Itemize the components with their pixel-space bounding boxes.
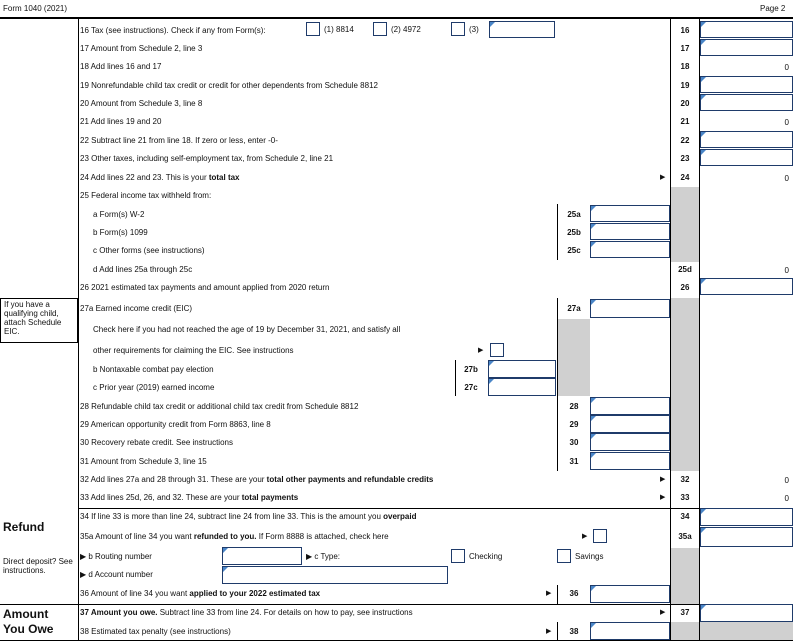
num-col-rule bbox=[670, 18, 671, 640]
form-3-input[interactable] bbox=[489, 21, 555, 38]
line-25d-label: d Add lines 25a through 25c bbox=[93, 265, 193, 274]
line-34-input[interactable] bbox=[700, 508, 793, 526]
line-32-label: 32 Add lines 27a and 28 through 31. These are your total other payments and refundable credits bbox=[80, 475, 434, 484]
line-19-input[interactable] bbox=[700, 76, 793, 93]
arrow-38-icon: ▶ bbox=[546, 628, 552, 635]
line-23-label: 23 Other taxes, including self-employment tax, from Schedule 2, line 21 bbox=[80, 154, 334, 163]
line-19-num: 19 bbox=[680, 81, 690, 90]
line-27a-label: 27a Earned income credit (EIC) bbox=[80, 304, 193, 313]
line-35a-input[interactable] bbox=[700, 527, 793, 547]
line-22-input[interactable] bbox=[700, 131, 793, 148]
line-17-num: 17 bbox=[680, 44, 690, 53]
line-38-input[interactable] bbox=[590, 622, 670, 640]
line-27-check-text-2: other requirements for claiming the EIC. See instructions bbox=[93, 346, 294, 355]
arrow-24-icon: ▶ bbox=[660, 174, 666, 181]
line-27-check-text-1: Check here if you had not reached the age of 19 by December 31, 2021, and satisfy all bbox=[93, 325, 401, 334]
line-23-input[interactable] bbox=[700, 149, 793, 166]
line-24-num: 24 bbox=[680, 173, 690, 182]
line-32-num: 32 bbox=[680, 475, 690, 484]
line-37-input[interactable] bbox=[700, 604, 793, 622]
line-28-input[interactable] bbox=[590, 397, 670, 415]
line-30-num: 30 bbox=[569, 438, 579, 447]
line-31-input[interactable] bbox=[590, 452, 670, 470]
account-number-label: ▶ d Account number bbox=[80, 570, 153, 579]
line-18-num: 18 bbox=[680, 62, 690, 71]
line-25a-input[interactable] bbox=[590, 205, 670, 222]
line-33-num: 33 bbox=[680, 493, 690, 502]
line-27c-label: c Prior year (2019) earned income bbox=[93, 383, 215, 392]
shade-27-inner bbox=[557, 319, 590, 396]
line-25d-num: 25d bbox=[678, 265, 692, 274]
line-19-label: 19 Nonrefundable child tax credit or credit for other dependents from Schedule 8812 bbox=[80, 81, 378, 90]
line-29-num: 29 bbox=[569, 420, 579, 429]
shade-25-col bbox=[670, 187, 699, 262]
line-27c-num: 27c bbox=[464, 383, 478, 392]
label-8814: (1) 8814 bbox=[324, 25, 354, 34]
line-27a-num: 27a bbox=[567, 304, 581, 313]
eic-note: If you have a qualifying child, attach Schedule EIC. bbox=[0, 298, 78, 343]
line-32-value: 0 bbox=[784, 476, 789, 485]
checkbox-4972[interactable] bbox=[373, 22, 387, 36]
arrow-36-icon: ▶ bbox=[546, 590, 552, 597]
refund-heading: Refund bbox=[3, 520, 45, 534]
header-rule bbox=[0, 17, 793, 19]
line-38-num: 38 bbox=[569, 627, 579, 636]
line-23-num: 23 bbox=[680, 154, 690, 163]
shade-27-col bbox=[670, 298, 699, 471]
line-18-value: 0 bbox=[784, 63, 789, 72]
line-31-label: 31 Amount from Schedule 3, line 15 bbox=[80, 457, 207, 466]
line-36-label: 36 Amount of line 34 you want applied to your 2022 estimated tax bbox=[80, 589, 321, 598]
checkbox-checking[interactable] bbox=[451, 549, 465, 563]
line-27c-input[interactable] bbox=[488, 378, 556, 396]
checkbox-3[interactable] bbox=[451, 22, 465, 36]
line-21-num: 21 bbox=[680, 117, 690, 126]
line-34-num: 34 bbox=[680, 512, 690, 521]
line-20-input[interactable] bbox=[700, 94, 793, 111]
arrow-35a-icon: ▶ bbox=[582, 533, 588, 540]
savings-label: Savings bbox=[575, 552, 604, 561]
page-number: Page 2 bbox=[760, 4, 786, 13]
line-21-label: 21 Add lines 19 and 20 bbox=[80, 117, 162, 126]
line-25d-value: 0 bbox=[784, 266, 789, 275]
rule-38 bbox=[557, 622, 558, 640]
line-25b-num: 25b bbox=[567, 228, 581, 237]
line-16-input[interactable] bbox=[700, 21, 793, 38]
line-25b-label: b Form(s) 1099 bbox=[93, 228, 148, 237]
left-rule bbox=[78, 18, 79, 640]
label-3: (3) bbox=[469, 25, 479, 34]
line-35a-label: 35a Amount of line 34 you want refunded to you. If Form 8888 is attached, check here bbox=[80, 532, 389, 541]
line-25c-num: 25c bbox=[567, 246, 581, 255]
direct-deposit-note: Direct deposit? See instructions. bbox=[3, 557, 73, 575]
rule-25-inner bbox=[557, 204, 558, 260]
line-25c-input[interactable] bbox=[590, 241, 670, 258]
line-27b-input[interactable] bbox=[488, 360, 556, 378]
line-36-input[interactable] bbox=[590, 585, 670, 603]
line-25a-num: 25a bbox=[567, 210, 581, 219]
line-21-value: 0 bbox=[784, 118, 789, 127]
shade-38 bbox=[670, 622, 793, 640]
line-17-input[interactable] bbox=[700, 39, 793, 56]
line-28-label: 28 Refundable child tax credit or additional child tax credit from Schedule 8812 bbox=[80, 402, 359, 411]
checkbox-8814[interactable] bbox=[306, 22, 320, 36]
line-27a-input[interactable] bbox=[590, 299, 670, 318]
line-37-label: 37 Amount you owe. Subtract line 33 from line 24. For details on how to pay, see instructions bbox=[80, 608, 413, 617]
owe-rule bbox=[0, 604, 793, 605]
line-25a-label: a Form(s) W-2 bbox=[93, 210, 145, 219]
line-33-value: 0 bbox=[784, 494, 789, 503]
rule-27-inner bbox=[557, 298, 558, 471]
bottom-rule bbox=[0, 640, 793, 641]
line-22-label: 22 Subtract line 21 from line 18. If zero or less, enter -0- bbox=[80, 136, 278, 145]
line-24-value: 0 bbox=[784, 174, 789, 183]
arrow-37-icon: ▶ bbox=[660, 609, 666, 616]
line-17-label: 17 Amount from Schedule 2, line 3 bbox=[80, 44, 203, 53]
line-26-num: 26 bbox=[680, 283, 690, 292]
line-25-label: 25 Federal income tax withheld from: bbox=[80, 191, 212, 200]
line-20-label: 20 Amount from Schedule 3, line 8 bbox=[80, 99, 203, 108]
checkbox-eic-under19[interactable] bbox=[490, 343, 504, 357]
routing-number-label: ▶ b Routing number bbox=[80, 552, 152, 561]
line-27b-num: 27b bbox=[464, 365, 478, 374]
line-25c-label: c Other forms (see instructions) bbox=[93, 246, 205, 255]
line-30-input[interactable] bbox=[590, 433, 670, 451]
line-33-label: 33 Add lines 25d, 26, and 32. These are your total payments bbox=[80, 493, 299, 502]
arrow-27-icon: ▶ bbox=[478, 347, 484, 354]
line-27b-label: b Nontaxable combat pay election bbox=[93, 365, 214, 374]
line-20-num: 20 bbox=[680, 99, 690, 108]
line-37-num: 37 bbox=[680, 608, 690, 617]
line-26-label: 26 2021 estimated tax payments and amount applied from 2020 return bbox=[80, 283, 330, 292]
checkbox-form-8888[interactable] bbox=[593, 529, 607, 543]
line-34-label: 34 If line 33 is more than line 24, subtract line 24 from line 33. This is the amount you overpaid bbox=[80, 512, 417, 521]
line-36-num: 36 bbox=[569, 589, 579, 598]
line-25b-input[interactable] bbox=[590, 223, 670, 240]
line-28-num: 28 bbox=[569, 402, 579, 411]
line-24-label: 24 Add lines 22 and 23. This is your total tax bbox=[80, 173, 240, 182]
line-26-input[interactable] bbox=[700, 278, 793, 295]
line-31-num: 31 bbox=[569, 457, 579, 466]
rule-36 bbox=[557, 585, 558, 604]
line-16-num: 16 bbox=[680, 26, 690, 35]
form-title: Form 1040 (2021) bbox=[3, 4, 68, 13]
line-22-num: 22 bbox=[680, 136, 690, 145]
account-type-label: ▶ c Type: bbox=[306, 552, 341, 561]
line-16-label: 16 Tax (see instructions). Check if any from Form(s): bbox=[80, 26, 266, 35]
arrow-32-icon: ▶ bbox=[660, 476, 666, 483]
refund-rule bbox=[78, 508, 793, 509]
line-18-label: 18 Add lines 16 and 17 bbox=[80, 62, 162, 71]
line-30-label: 30 Recovery rebate credit. See instructions bbox=[80, 438, 233, 447]
shade-35-col bbox=[670, 548, 699, 604]
you-owe-heading: You Owe bbox=[3, 622, 54, 636]
line-35a-num: 35a bbox=[678, 532, 692, 541]
line-29-label: 29 American opportunity credit from Form 8863, line 8 bbox=[80, 420, 271, 429]
line-29-input[interactable] bbox=[590, 415, 670, 433]
checkbox-savings[interactable] bbox=[557, 549, 571, 563]
routing-number-input[interactable] bbox=[222, 547, 302, 565]
label-4972: (2) 4972 bbox=[391, 25, 421, 34]
amount-heading: Amount bbox=[3, 607, 49, 621]
line-38-label: 38 Estimated tax penalty (see instructions) bbox=[80, 627, 231, 636]
account-number-input[interactable] bbox=[222, 566, 448, 584]
checking-label: Checking bbox=[469, 552, 503, 561]
arrow-33-icon: ▶ bbox=[660, 494, 666, 501]
rule-27bc bbox=[455, 360, 456, 396]
